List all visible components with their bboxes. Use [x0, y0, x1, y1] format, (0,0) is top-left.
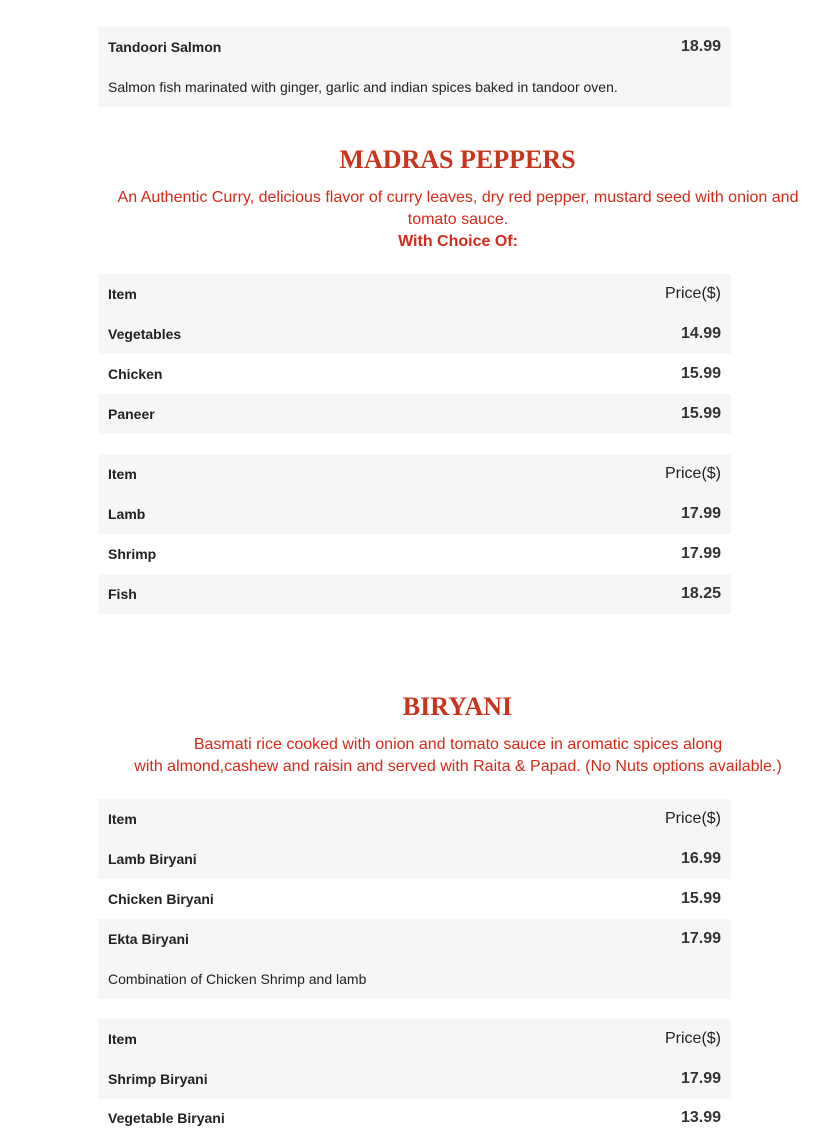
item-price: 15.99: [680, 405, 721, 422]
item-price: 18.99: [680, 38, 721, 55]
header-item: Item: [108, 286, 137, 302]
biryani-table-1: [98, 799, 731, 999]
table-row: [98, 839, 731, 879]
table-header-row: [98, 799, 731, 839]
item-price: 13.99: [680, 1109, 721, 1126]
table-row: [98, 1099, 731, 1137]
item-price: 16.99: [680, 850, 721, 867]
description-line: tomato sauce.: [407, 211, 509, 228]
description-line: with almond,cashew and raisin and served with Raita & Papad. (No Nuts options available.): [134, 758, 782, 775]
header-price: Price($): [664, 810, 721, 827]
item-name: Fish: [108, 586, 137, 602]
description-line: An Authentic Curry, delicious flavor of curry leaves, dry red pepper, mustard seed with onion and: [117, 189, 799, 206]
item-price: 18.25: [680, 585, 721, 602]
section-title-biryani: BIRYANI: [402, 692, 513, 721]
item-description: Salmon fish marinated with ginger, garlic and indian spices baked in tandoor oven.: [108, 79, 618, 95]
item-price: 14.99: [680, 325, 721, 342]
tandoori-salmon-block: [98, 27, 731, 107]
header-item: Item: [108, 1031, 137, 1047]
item-price: 15.99: [680, 365, 721, 382]
item-name: Shrimp: [108, 546, 157, 562]
item-name: Vegetable Biryani: [108, 1110, 225, 1126]
item-name: Paneer: [108, 406, 155, 422]
header-price: Price($): [664, 1030, 721, 1047]
item-description: Combination of Chicken Shrimp and lamb: [108, 971, 367, 987]
item-name: Chicken: [108, 366, 163, 382]
table-header-row: [98, 454, 731, 494]
table-header-row: [98, 274, 731, 314]
item-description-row: [98, 67, 731, 107]
description-line: Basmati rice cooked with onion and tomato sauce in aromatic spices along: [193, 736, 723, 753]
table-header-row: [98, 1019, 731, 1059]
madras-table-1: [98, 274, 731, 434]
item-price: 17.99: [680, 1070, 721, 1087]
item-name: Lamb: [108, 506, 146, 522]
header-price: Price($): [664, 285, 721, 302]
item-description-row: [98, 959, 731, 999]
item-name: Shrimp Biryani: [108, 1071, 208, 1087]
item-price: 15.99: [680, 890, 721, 907]
table-row: [98, 879, 731, 919]
item-price: 17.99: [680, 505, 721, 522]
item-name: Vegetables: [108, 326, 182, 342]
item-name: Chicken Biryani: [108, 891, 214, 907]
item-name: Tandoori Salmon: [108, 39, 222, 55]
table-row: [98, 919, 731, 959]
table-row: [98, 494, 731, 534]
item-price: 17.99: [680, 545, 721, 562]
header-item: Item: [108, 466, 137, 482]
item-price: 17.99: [680, 930, 721, 947]
table-row: [98, 354, 731, 394]
header-item: Item: [108, 811, 137, 827]
table-row: [98, 394, 731, 434]
item-name: Ekta Biryani: [108, 931, 189, 947]
madras-table-2: [98, 454, 731, 614]
section-description-madras-peppers: [98, 187, 818, 253]
table-row: [98, 534, 731, 574]
header-price: Price($): [664, 465, 721, 482]
menu-row: [98, 27, 731, 67]
table-row: [98, 1059, 731, 1099]
item-name: Lamb Biryani: [108, 851, 197, 867]
table-row: [98, 574, 731, 614]
section-title-madras-peppers: MADRAS PEPPERS: [339, 145, 576, 174]
biryani-table-2: [98, 1019, 731, 1137]
choice-label: With Choice Of:: [398, 233, 518, 250]
table-row: [98, 314, 731, 354]
section-description-biryani: [98, 734, 818, 778]
